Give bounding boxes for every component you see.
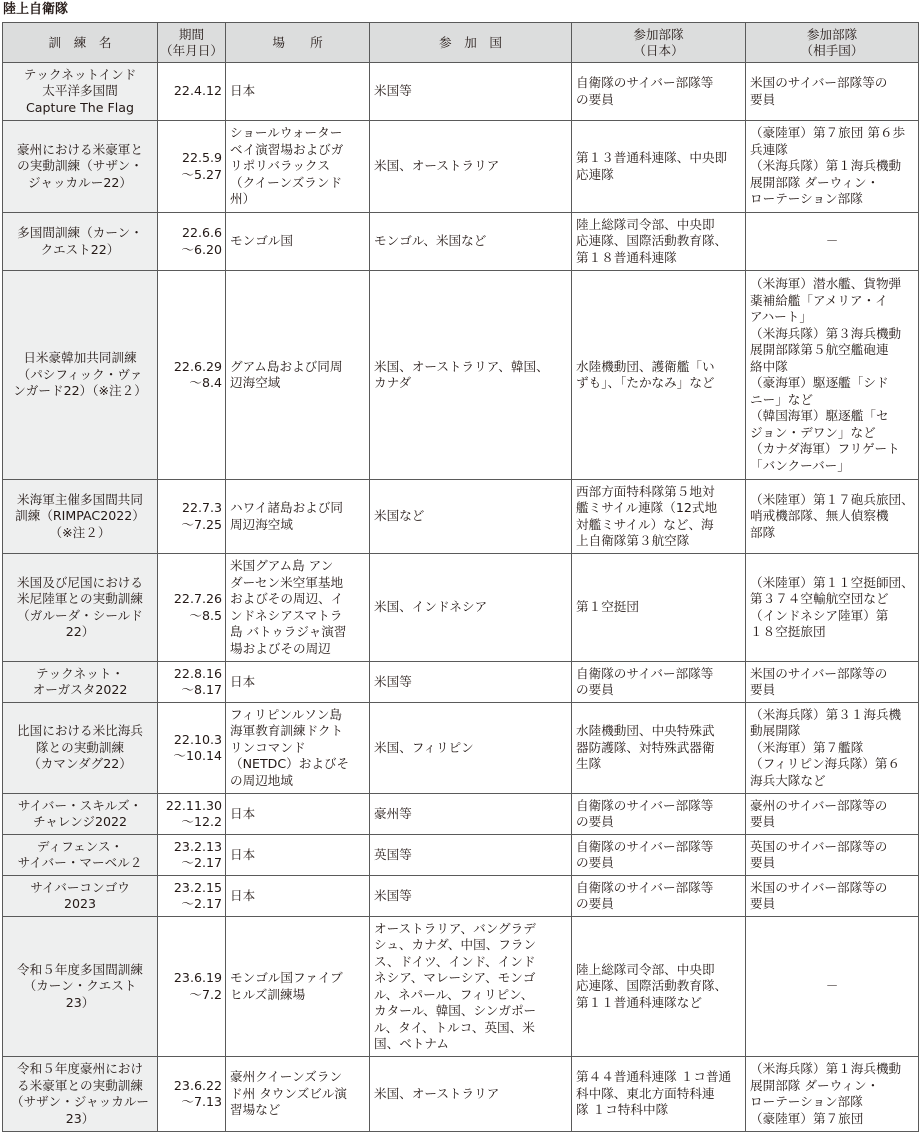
cell-countries: モンゴル、米国など: [370, 213, 572, 271]
cell-countries: オーストラリア、バングラデ シュ、カナダ、中国、フラン ス、ドイツ、インド、インド ネシア、マレーシア、モンゴ ル、ネパール、フィリピン、 カタール、韓国、シンガポー ル、タイ、トルコ、英国、米 国、ベトナム: [370, 917, 572, 1057]
cell-period: 22.7.26 ～8.5: [158, 554, 226, 662]
cell-place: 日本: [226, 794, 370, 835]
cell-training-name: ディフェンス・ サイバー・マーベル２: [3, 835, 158, 876]
header-unit-partner: 参加部隊 （相手国）: [746, 23, 919, 63]
cell-period: 22.8.16 ～8.17: [158, 662, 226, 703]
cell-unit-partner: 米国のサイバー部隊等の 要員: [746, 876, 919, 917]
cell-unit-japan: 自衛隊のサイバー部隊等 の要員: [572, 662, 746, 703]
cell-unit-partner: 豪州のサイバー部隊等の 要員: [746, 794, 919, 835]
table-body: [3, 63, 919, 1132]
cell-countries: 米国等: [370, 662, 572, 703]
cell-unit-partner: （米海兵隊）第１海兵機動 展開部隊 ダーウィン・ ローテーション部隊 （豪陸軍）第７旅団: [746, 1057, 919, 1132]
header-place: 場 所: [226, 23, 370, 63]
cell-countries: 米国、オーストラリア、韓国、 カナダ: [370, 271, 572, 480]
cell-place: 日本: [226, 876, 370, 917]
table-row: [3, 554, 919, 662]
cell-place: グアム島および同周 辺海空域: [226, 271, 370, 480]
cell-unit-partner: （米陸軍）第１７砲兵旅団、 哨戒機部隊、無人偵察機 部隊: [746, 480, 919, 554]
cell-unit-japan: 陸上総隊司令部、中央即 応連隊、国際活動教育隊、 第１１普通科連隊など: [572, 917, 746, 1057]
cell-place: 日本: [226, 835, 370, 876]
cell-countries: 米国等: [370, 876, 572, 917]
cell-place: 豪州クイーンズラン ド州 タウンズビル演 習場など: [226, 1057, 370, 1132]
cell-unit-partner: 米国のサイバー部隊等の 要員: [746, 662, 919, 703]
header-countries: 参 加 国: [370, 23, 572, 63]
cell-training-name: 多国間訓練（カーン・ クエスト22）: [3, 213, 158, 271]
cell-unit-japan: 第１３普通科連隊、中央即 応連隊: [572, 121, 746, 213]
training-table: [2, 22, 919, 1132]
cell-unit-partner: （米陸軍）第１１空挺師団、 第３７４空輸航空団など （インドネシア陸軍）第 １８空挺旅団: [746, 554, 919, 662]
cell-countries: 豪州等: [370, 794, 572, 835]
cell-place: ハワイ諸島および同 周辺海空域: [226, 480, 370, 554]
cell-place: 米国グアム島 アン ダーセン米空軍基地 およびその周辺、イ ンドネシアスマトラ 島 バトゥラジャ演習 場およびその周辺: [226, 554, 370, 662]
cell-period: 23.6.19 ～7.2: [158, 917, 226, 1057]
cell-training-name: サイバー・スキルズ・ チャレンジ2022: [3, 794, 158, 835]
cell-training-name: 令和５年度豪州におけ る米豪軍との実動訓練 （サザン・ジャッカルー 23）: [3, 1057, 158, 1132]
cell-place: モンゴル国ファイブ ヒルズ訓練場: [226, 917, 370, 1057]
cell-unit-partner: －: [746, 917, 919, 1057]
cell-training-name: 米海軍主催多国間共同 訓練（RIMPAC2022） （※注２）: [3, 480, 158, 554]
cell-unit-partner: －: [746, 213, 919, 271]
table-row: [3, 662, 919, 703]
cell-period: 23.2.13 ～2.17: [158, 835, 226, 876]
cell-training-name: 米国及び尼国における 米尼陸軍との実動訓練 （ガルーダ・シールド 22）: [3, 554, 158, 662]
header-training-name: 訓 練 名: [3, 23, 158, 63]
cell-place: 日本: [226, 63, 370, 121]
cell-training-name: 比国における米比海兵 隊との実動訓練 （カマンダグ22）: [3, 703, 158, 794]
cell-place: ショールウォーター ベイ演習場およびガ リポリバラックス （クイーンズランド 州）: [226, 121, 370, 213]
cell-period: 22.6.29 ～8.4: [158, 271, 226, 480]
table-row: [3, 876, 919, 917]
cell-unit-partner: （米海軍）潜水艦、貨物弾 薬補給艦「アメリア・イ アハート」 （米海兵隊）第３海兵機動 展開部隊第５航空艦砲連 絡中隊 （豪海軍）駆逐艦「シド ニー」など （韓国海軍）駆逐艦「セ ジョン・デワン」など （カナダ海軍）フリゲート 「バンクーバー」: [746, 271, 919, 480]
table-row: [3, 121, 919, 213]
cell-unit-japan: 自衛隊のサイバー部隊等 の要員: [572, 794, 746, 835]
cell-period: 22.5.9 ～5.27: [158, 121, 226, 213]
cell-period: 22.6.6 ～6.20: [158, 213, 226, 271]
cell-place: フィリピンルソン島 海軍教育訓練ドクト リンコマンド （NETDC）およびそ の周辺地域: [226, 703, 370, 794]
cell-period: 23.2.15 ～2.17: [158, 876, 226, 917]
cell-training-name: 令和５年度多国間訓練 （カーン・クエスト 23）: [3, 917, 158, 1057]
cell-countries: 英国等: [370, 835, 572, 876]
table-row: [3, 794, 919, 835]
cell-countries: 米国、フィリピン: [370, 703, 572, 794]
cell-period: 22.10.3 ～10.14: [158, 703, 226, 794]
table-row: [3, 63, 919, 121]
cell-unit-japan: 第４４普通科連隊 １コ普通 科中隊、東北方面特科連 隊 １コ特科中隊: [572, 1057, 746, 1132]
cell-unit-japan: 自衛隊のサイバー部隊等 の要員: [572, 835, 746, 876]
cell-countries: 米国等: [370, 63, 572, 121]
cell-unit-japan: 水陸機動団、中央特殊武 器防護隊、対特殊武器衛 生隊: [572, 703, 746, 794]
cell-countries: 米国、インドネシア: [370, 554, 572, 662]
cell-unit-japan: 西部方面特科隊第５地対 艦ミサイル連隊（12式地 対艦ミサイル）など、海 上自衛隊第３航空隊: [572, 480, 746, 554]
cell-period: 22.11.30 ～12.2: [158, 794, 226, 835]
cell-training-name: テックネットインド 太平洋多国間 Capture The Flag: [3, 63, 158, 121]
cell-countries: 米国、オーストラリア: [370, 1057, 572, 1132]
cell-training-name: テックネット・ オーガスタ2022: [3, 662, 158, 703]
cell-unit-japan: 第１空挺団: [572, 554, 746, 662]
cell-unit-japan: 自衛隊のサイバー部隊等 の要員: [572, 876, 746, 917]
cell-countries: 米国など: [370, 480, 572, 554]
cell-unit-japan: 陸上総隊司令部、中央即 応連隊、国際活動教育隊、 第１８普通科連隊: [572, 213, 746, 271]
cell-countries: 米国、オーストラリア: [370, 121, 572, 213]
cell-place: 日本: [226, 662, 370, 703]
cell-training-name: 日米豪韓加共同訓練 （パシフィック・ヴァ ンガード22）（※注２）: [3, 271, 158, 480]
header-period: 期間 （年月日）: [158, 23, 226, 63]
table-row: [3, 1057, 919, 1132]
table-header: [3, 23, 919, 63]
table-row: [3, 213, 919, 271]
section-title: 陸上自衛隊: [3, 2, 69, 17]
cell-period: 22.4.12: [158, 63, 226, 121]
cell-unit-partner: （豪陸軍）第７旅団 第６歩 兵連隊 （米海兵隊）第１海兵機動 展開部隊 ダーウィン・ ローテーション部隊: [746, 121, 919, 213]
cell-period: 22.7.3 ～7.25: [158, 480, 226, 554]
cell-period: 23.6.22 ～7.13: [158, 1057, 226, 1132]
table-row: [3, 703, 919, 794]
header-unit-japan: 参加部隊 （日本）: [572, 23, 746, 63]
cell-unit-partner: 米国のサイバー部隊等の 要員: [746, 63, 919, 121]
table-row: [3, 271, 919, 480]
cell-unit-partner: 英国のサイバー部隊等の 要員: [746, 835, 919, 876]
cell-unit-japan: 水陸機動団、護衛艦「い ずも」、「たかなみ」など: [572, 271, 746, 480]
cell-place: モンゴル国: [226, 213, 370, 271]
cell-training-name: サイバーコンゴウ 2023: [3, 876, 158, 917]
table-row: [3, 480, 919, 554]
cell-unit-partner: （米海兵隊）第３１海兵機 動展開隊 （米海軍）第７艦隊 （フィリピン海兵隊）第６ 海兵大隊など: [746, 703, 919, 794]
cell-training-name: 豪州における米豪軍と の実動訓練（サザン・ ジャッカルー22）: [3, 121, 158, 213]
table-row: [3, 917, 919, 1057]
table-row: [3, 835, 919, 876]
cell-unit-japan: 自衛隊のサイバー部隊等 の要員: [572, 63, 746, 121]
